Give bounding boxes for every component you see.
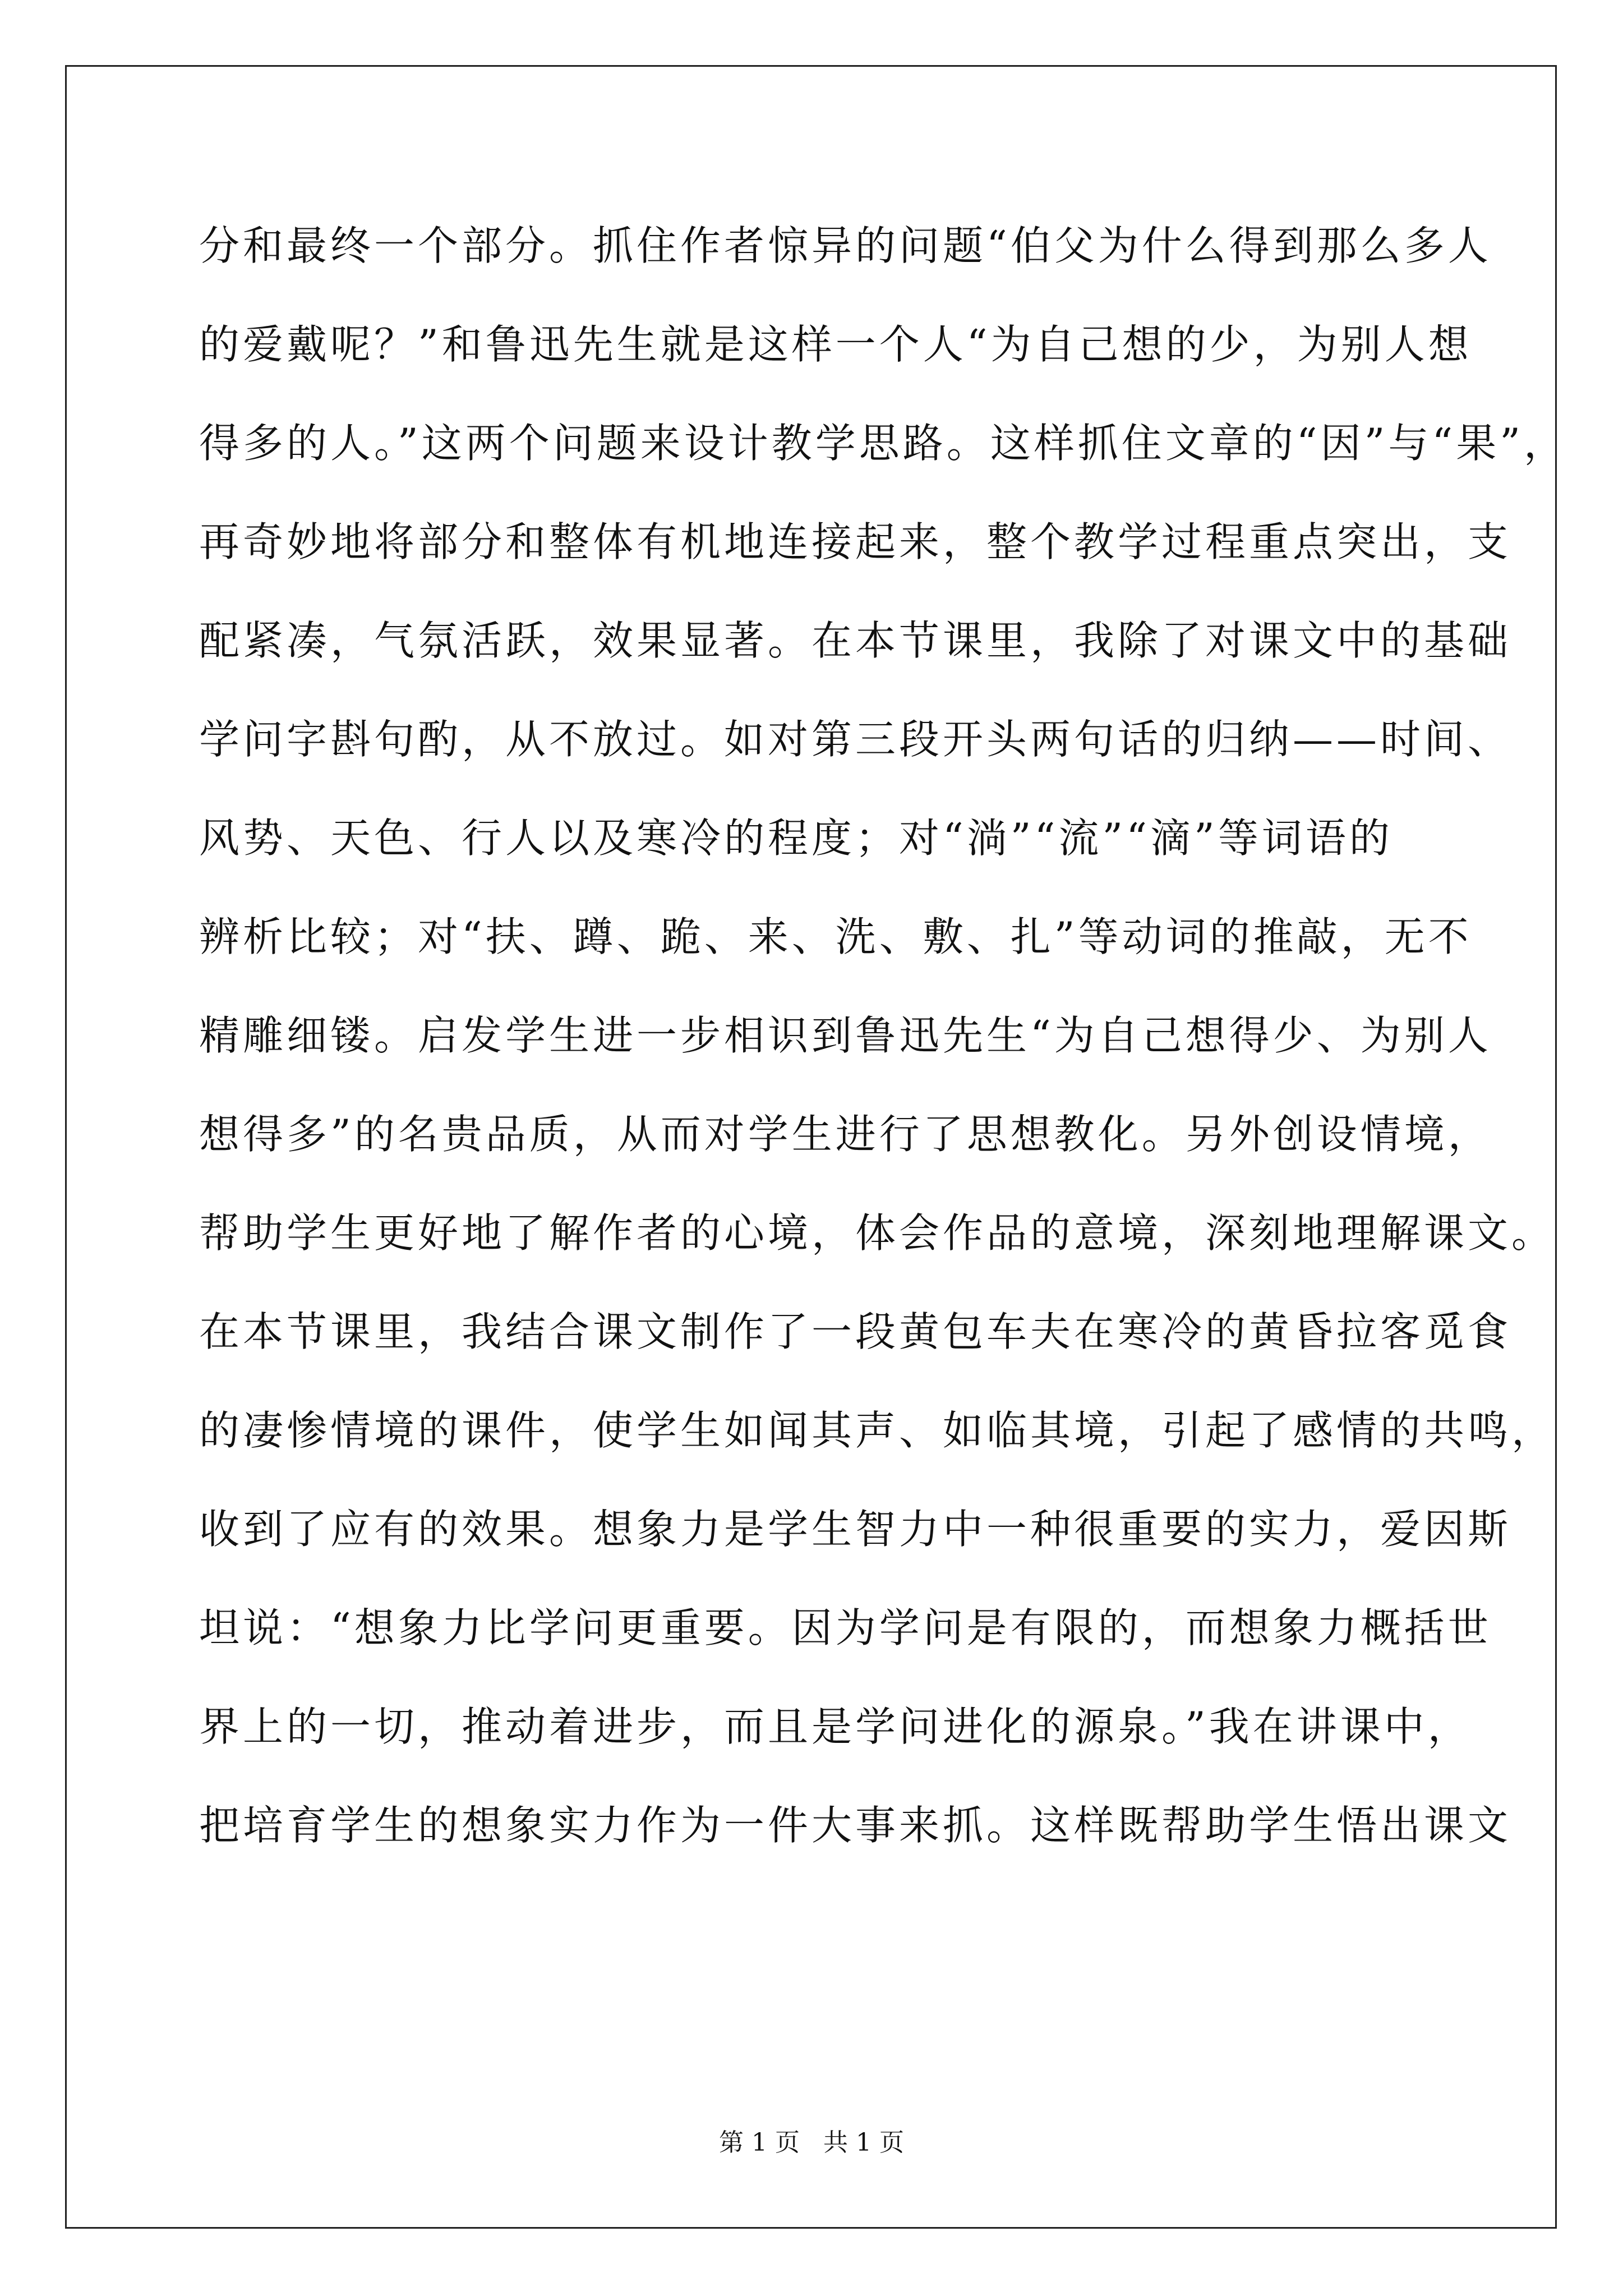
text-line: 界上的一切，推动着进步，而且是学问进化的源泉。”我在讲课中， <box>199 1703 1472 1750</box>
page-number-footer: 第 1 页 共 1 页 <box>719 2128 904 2157</box>
text-line: 辨析比较；对“扶、蹲、跪、来、洗、敷、扎”等动词的推敲，无不 <box>199 913 1472 960</box>
text-line: 的凄惨情境的课件，使学生如闻其声、如临其境，引起了感情的共鸣， <box>199 1407 1556 1454</box>
text-line: 再奇妙地将部分和整体有机地连接起来，整个教学过程重点突出，支 <box>199 518 1512 565</box>
text-line: 风势、天色、行人以及寒冷的程度；对“淌”“流”“滴”等词语的 <box>199 815 1393 862</box>
text-line: 得多的人。”这两个问题来设计教学思路。这样抓住文章的“因”与“果”， <box>199 420 1568 467</box>
body-text <box>199 212 1568 1890</box>
text-line: 收到了应有的效果。想象力是学生智力中一种很重要的实力，爱因斯 <box>199 1506 1512 1553</box>
text-line: 分和最终一个部分。抓住作者惊异的问题“伯父为什么得到那么多人 <box>199 222 1492 269</box>
text-line: 的爱戴呢？”和鲁迅先生就是这样一个人“为自己想的少，为别人想 <box>199 321 1472 368</box>
text-line: 想得多”的名贵品质，从而对学生进行了思想教化。另外创设情境， <box>199 1111 1492 1158</box>
text-line: 坦说：“想象力比学问更重要。因为学问是有限的，而想象力概括世 <box>199 1604 1492 1651</box>
text-line: 帮助学生更好地了解作者的心境，体会作品的意境，深刻地理解课文。 <box>199 1209 1556 1257</box>
text-line: 在本节课里，我结合课文制作了一段黄包车夫在寒冷的黄昏拉客觅食 <box>199 1308 1512 1355</box>
text-line: 配紧凑，气氛活跃，效果显著。在本节课里，我除了对课文中的基础 <box>199 617 1512 664</box>
text-line: 学问字斟句酌，从不放过。如对第三段开头两句话的归纳——时间、 <box>199 716 1512 763</box>
text-line: 精雕细镂。启发学生进一步相识到鲁迅先生“为自己想得少、为别人 <box>199 1012 1492 1059</box>
text-line: 把培育学生的想象实力作为一件大事来抓。这样既帮助学生悟出课文 <box>199 1802 1512 1849</box>
